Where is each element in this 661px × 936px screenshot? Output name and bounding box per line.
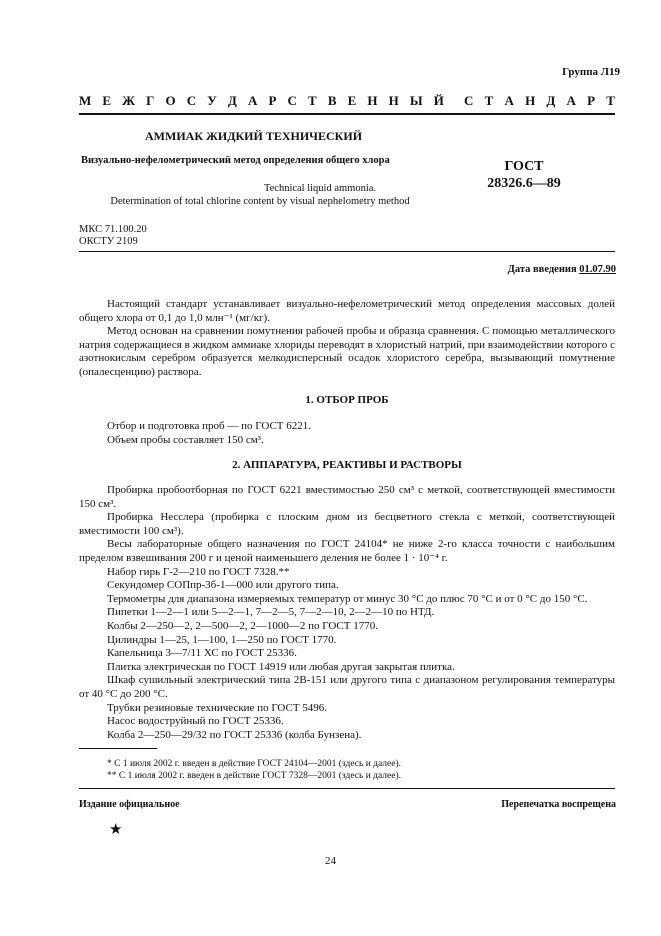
- banner-letter: Н: [525, 93, 536, 108]
- banner-letter: Т: [606, 93, 615, 108]
- banner-letter: С: [287, 93, 297, 108]
- banner-letter: Р: [587, 93, 596, 108]
- section-2-paragraph: Трубки резиновые технические по ГОСТ 5496.: [107, 701, 328, 714]
- intro-paragraph: Настоящий стандарт устанавливает визуально-нефелометрический метод определения массовых долей общего хлора от 0,1 до 1,0 млн⁻¹ (мг/кг).: [79, 298, 615, 324]
- banner-letter: А: [247, 93, 258, 108]
- banner-letter: Ж: [122, 93, 136, 108]
- effective-date: [508, 264, 616, 275]
- gost-designation: [474, 158, 574, 192]
- mks-code: МКС 71.100.20: [79, 224, 147, 235]
- classification-codes: [79, 224, 147, 248]
- page-number: 24: [325, 855, 336, 867]
- okstu-code: ОКСТУ 2109: [79, 236, 138, 247]
- document-subtitle: Визуально-нефелометрический метод определения общего хлора: [81, 155, 390, 166]
- star-icon: ★: [109, 822, 123, 838]
- banner-letter: Р: [268, 93, 277, 108]
- interstate-word: [79, 93, 444, 109]
- banner-letter: У: [207, 93, 217, 108]
- banner-letter: Д: [546, 93, 556, 108]
- intro-text: [79, 298, 615, 380]
- english-title-line-2: Determination of total chlorine content by visual nephelometry method: [110, 196, 410, 207]
- banner-letter: Ы: [409, 93, 423, 108]
- footnotes: [79, 758, 615, 782]
- banner-letter: С: [186, 93, 197, 108]
- section-2-title: 2. АППАРАТУРА, РЕАКТИВЫ И РАСТВОРЫ: [232, 459, 462, 471]
- header-rule: [79, 113, 615, 115]
- group-label: Группа Л19: [562, 66, 620, 78]
- section-1-body: [79, 420, 615, 447]
- section-2-paragraph: Шкаф сушильный электрический типа 2В-151 или другого типа с диапазоном регулирования температуры от 40 °С до 200 °С.: [79, 674, 615, 700]
- reprint-prohibited-label: Перепечатка воспрещена: [501, 799, 616, 810]
- banner-letter: Т: [484, 93, 494, 108]
- section-2-paragraph: Пипетки 1—2—1 или 5—2—1, 7—2—5, 7—2—10, 2—2—10 по НТД.: [107, 606, 435, 619]
- section-2-paragraph: Набор гирь Г-2—210 по ГОСТ 7328.**: [107, 565, 290, 578]
- section-2-paragraph: Пробирка пробоотборная по ГОСТ 6221 вместимостью 250 см³ с меткой, соответствующей вместимости 150 см³.: [79, 484, 615, 510]
- banner-letter: О: [165, 93, 176, 108]
- banner-letter: В: [327, 93, 337, 108]
- gost-label: ГОСТ: [504, 159, 544, 174]
- banner-letter: Т: [308, 93, 317, 108]
- section-2-paragraph: Насос водоструйный по ГОСТ 25336.: [107, 715, 284, 728]
- section-2-paragraph: Капельница 3—7/11 ХС по ГОСТ 25336.: [107, 647, 297, 660]
- footnote: * С 1 июля 2002 г. введен в действие ГОСТ 24104—2001 (здесь и далее).: [107, 759, 402, 769]
- english-title-line-1: Technical liquid ammonia.: [263, 183, 377, 194]
- section-1-paragraph: Объем пробы составляет 150 см³.: [107, 433, 264, 446]
- footnote: ** С 1 июля 2002 г. введен в действие ГОСТ 7328—2001 (здесь и далее).: [107, 771, 402, 781]
- section-2-paragraph: Цилиндры 1—25, 1—100, 1—250 по ГОСТ 1770.: [107, 633, 337, 646]
- section-2-paragraph: Термометры для диапазона измеряемых температур от минус 30 °С до плюс 70 °С и от 0 °С до 150 °С.: [107, 592, 588, 605]
- section-2-paragraph: Весы лабораторные общего назначения по ГОСТ 24104* не ниже 2-го класса точности с наибольшим пределом взвешивания 200 г и ценой наименьшего деления не более 1 · 10⁻⁴ г.: [79, 538, 615, 564]
- section-2-paragraph: Колбы 2—250—2, 2—500—2, 2—1000—2 по ГОСТ 1770.: [107, 619, 378, 632]
- codes-rule: [79, 251, 615, 252]
- banner-letter: С: [464, 93, 474, 108]
- section-2-paragraph: Секундомер СОПпр-3б-1—000 или другого типа.: [107, 579, 339, 592]
- banner-letter: М: [79, 93, 92, 108]
- banner-letter: Д: [227, 93, 237, 108]
- section-2-paragraph: Пробирка Несслера (пробирка с плоским дном из бесцветного стекла с меткой, соответствующей вместимости 100 см³).: [79, 511, 615, 537]
- gost-number: 28326.6—89: [487, 176, 561, 191]
- banner-letter: Н: [388, 93, 399, 108]
- banner-letter: Г: [146, 93, 155, 108]
- english-title: [110, 182, 450, 208]
- footer-rule: [79, 788, 615, 789]
- document-title: АММИАК ЖИДКИЙ ТЕХНИЧЕСКИЙ: [145, 129, 363, 143]
- section-1-title: 1. ОТБОР ПРОБ: [305, 394, 389, 406]
- effective-date-value: 01.07.90: [579, 264, 616, 275]
- banner-letter: А: [504, 93, 514, 108]
- effective-date-label: Дата введения: [507, 264, 577, 275]
- banner-letter: Й: [433, 93, 444, 108]
- banner-letter: Е: [102, 93, 112, 108]
- section-2-paragraph: Плитка электрическая по ГОСТ 14919 или любая другая закрытая плитка.: [107, 660, 455, 673]
- footnote-rule: [79, 748, 157, 749]
- official-edition-label: Издание официальное: [79, 799, 180, 810]
- standard-word: [464, 93, 615, 109]
- banner-letter: Н: [367, 93, 378, 108]
- section-1-paragraph: Отбор и подготовка проб — по ГОСТ 6221.: [107, 420, 311, 432]
- section-2-paragraph: Колба 2—250—29/32 по ГОСТ 25336 (колба Бунзена).: [107, 728, 362, 741]
- banner-letter: А: [566, 93, 576, 108]
- banner-letter: Е: [347, 93, 357, 108]
- intro-paragraph: Метод основан на сравнении помутнения рабочей пробы и образца сравнения. С помощью металлического натрия содержащиеся в жидком аммиаке хлориды переводят в хлористый натрий, при взаимодействии которого с азотнокислым серебром образуется мелкодисперсный осадок хлористого серебра, вызывающий помутнение (опалесценцию) раствора.: [79, 325, 615, 378]
- section-2-body: [79, 484, 615, 742]
